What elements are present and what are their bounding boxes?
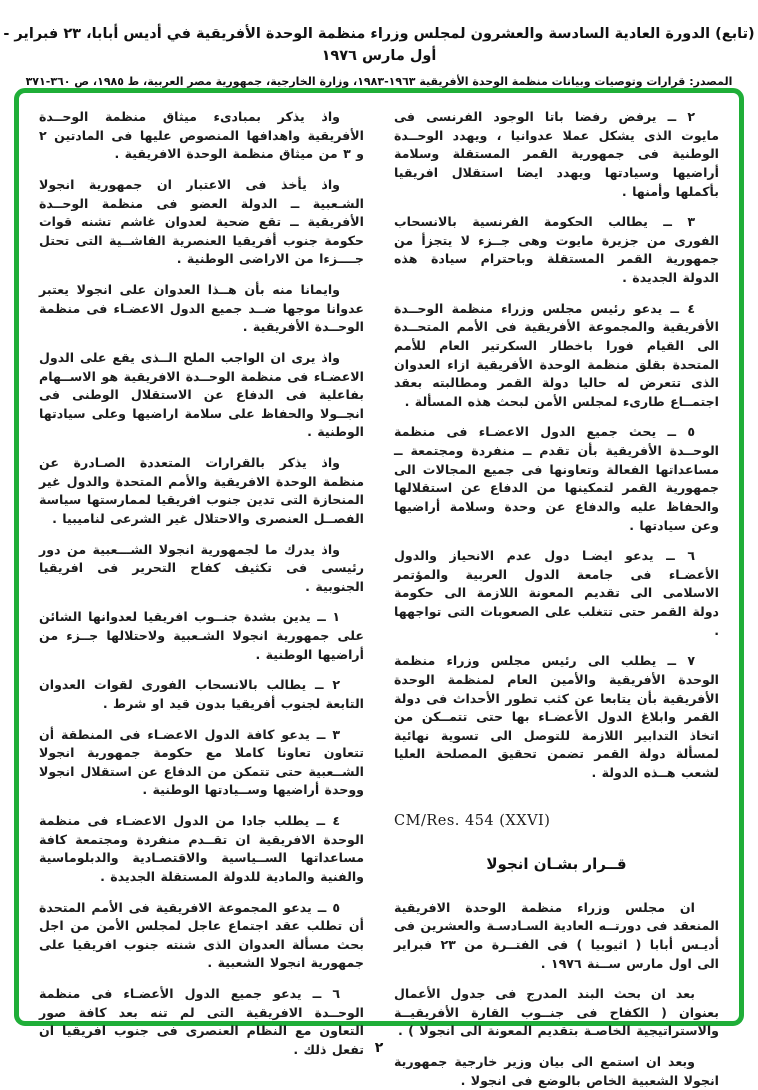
page-header [0,24,758,88]
paragraph: ٤ ــ يدعو رئيس مجلس وزراء منظمة الوحــدة الأفريقية والمجموعة الأفريقية فى الأمم المتحــدة الى القيام فورا باخطار السكرتير العام للأمم المتحدة بقلق منظمة الوحدة الأفريقية ازاء العدوان الذى تتعرض له حاليا دولة القمر ومطالبته بعقد اجتمــاع طارىء لمجلس الأمن لبحث هذه المسألة . [394,300,719,409]
paragraph: ٦ ــ يدعو ايضـا دول عدم الانحياز والدول الأعضـاء فى جامعة الدول العربية والمؤتمر الاسلامى الى تقديم المعونة اللازمة الى حكومة دولة القمر حتى تتغلب على الصعوبات التى تواجهها . [394,548,719,638]
paragraph: ٢ ــ يطالب بالانسحاب الفورى لقوات العدوان التابعة لجنوب أفريقيا بدون قيد او شرط . [39,677,364,711]
paragraph: واذ يدرك ما لجمهورية انجولا الشـــعبية من دور رئيسى فى تكثيف كفاح التحرير فى افريقيا الجنوبية . [39,541,364,594]
paragraph: واذ يرى ان الواجب الملح الــذى يقع على الدول الاعضـاء فى منظمة الوحــدة الافريقية هو الاســهام بفاعلية فى الدفاع عن الاستقلال الوطنى فى انجــولا والحفاظ على سلامة اراضيها وعلى سيادتها الوطنية . [39,349,364,440]
paragraph: ٦ ــ يدعو جميع الدول الأعضـاء فى منظمة الوحــدة الافريقية التى لم تنه بعد كافة صور التعاون مع النظام العنصرى فى جنوب افريقيا ان تفعل ذلك . [39,986,364,1057]
paragraph: ٣ ــ يطالب الحكومة الفرنسية بالانسحاب الفورى من جزيرة مايوت وهى جــزء لا يتجزأ من جمهورية القمر المستقلة وباحترام سيادة هذه الدولة الجديدة . [394,214,719,285]
paragraph: ان مجلس وزراء منظمة الوحدة الافريقية المنعقد فى دورتــه العادية السـادسـة والعشرين فى أديـس أبابا ( اثيوبيا ) فى الفتــرة من ٢٣ فبراير الى اول مارس ســنة ١٩٧٦ . [394,899,719,971]
paragraph: ٣ ــ يدعو كافة الدول الاعضـاء فى المنطقة أن تتعاون تعاونا كاملا مع حكومة جمهورية انجولا الشــعبية حتى تتمكن من الدفاع عن استقلال انجولا ووحدة أراضيها وســيادتها الوطنية . [39,726,364,798]
paragraph: وايمانا منه بأن هــذا العدوان على انجولا يعتبر عدوانا موجها ضــد جميع الدول الاعضـاء فى منظمة الوحــدة الأفريقية . [39,282,364,335]
paragraph: ٧ ــ يطلب الى رئيس مجلس وزراء منظمة الوحدة الأفريقية والأمين العام لمنظمة الوحدة الأفريقية بأن يتابعا عن كثب تطور الأحداث فى دولة القمر وابلاغ الدول الأعضـاء بها حتى تتمــكن من اتخاذ التدابير اللازمة للتوصل الى تسوية نهائية لمسألة دولة القمر تضمن تحقيق المصلحة العليا لشعب هــذه الدولة . [394,653,719,780]
resolution-code: CM/Res. 454 (XXVI) [394,812,551,829]
two-column-layout [19,93,739,1088]
document-frame [14,88,744,1088]
paragraph: ٢ ــ يرفض رفضا باتا الوجود الفرنسى فى مايوت الذى يشكل عملا عدوانيا ، ويهدد الوحــدة الوطنية فى جمهورية القمر المستقلة وسلامة أراضيها وسيادتها ويهدد ايضا استقلال افريقيا بأكملها وأمنها . [394,109,719,199]
paragraph: ٥ ــ يحث جميع الدول الاعضـاء فى منظمة الوحــدة الأفريقية بأن تقدم ــ منفردة ومجتمعة ــ مساعداتها الفعالة وتعاونها فى جميع المجالات الى جمهورية القمر لتمكينها من الدفاع عن استقلالها والحفاظ عليه والدفاع عن وحدة وسلامة أراضيها وعن سيادتها . [394,424,719,533]
paragraph: واذ يأخذ فى الاعتبار ان جمهورية انجولا الشـعبية ــ الدولة العضو فى منظمة الوحــدة الأفريقية ــ تقع ضحية لعدوان غاشم تشنه قوات حكومة جنوب أفريقيا العنصرية الفاشــية التى تحتل جــــزءا من الاراضى الوطنية . [39,176,364,267]
paragraph: ٤ ــ يطلب جادا من الدول الاعضـاء فى منظمة الوحدة الافريقية ان تقــدم منفردة ومجتمعة كافة مساعداتها الســياسية والاقتصـادية والدبلوماسية والفنية والمادية للدولة المستقلة الجديدة . [39,813,364,884]
page-number: ٢ [374,1040,384,1056]
header-source-line: المصدر: قرارات وتوصيات وبيانات منظمة الوحدة الأفريقية ١٩٦٣-١٩٨٣، وزارة الخارجية، جمهورية مصر العربية، ط ١٩٨٥، ص ٣٦٠-٣٧١ [25,74,733,88]
right-column [394,108,719,1088]
resolution-title: قــرار بشـان انجولا [486,854,627,873]
paragraph: واذ يذكر بمبادىء ميثاق منظمة الوحــدة الأفريقية واهدافها المنصوص عليها فى المادتين ٢ و ٣ من ميثاق منظمة الوحدة الافريقية . [39,109,364,162]
paragraph: بعد ان بحث البند المدرج فى جدول الأعمال بعنوان ( الكفاح فى جنــوب القارة الأفريقيــة والاستراتيجية الخاصـة بتقديم المعونة الى انجولا ) . [394,986,719,1039]
paragraph: وبعد ان استمع الى بيان وزير خارجية جمهورية انجولا الشعبية الخاص بالوضع فى انجولا . [394,1054,719,1088]
left-column [39,108,364,1057]
paragraph: واذ يذكر بالقرارات المتعددة الصـادرة عن منظمة الوحدة الافريقية والأمم المتحدة والدول غير المنحازة التى تدين جنوب افريقيا لممارستها سياسة الفصــل العنصرى والاحتلال غير الشرعى لناميبيا . [39,455,364,526]
paragraph: ٥ ــ يدعو المجموعة الافريقية فى الأمم المتحدة أن تطلب عقد اجتماع عاجل لمجلس الأمن من اجل بحث مسألة العدوان الذى شنته جنوب افريقيا على جمهورية انجولا الشعبية . [39,899,364,971]
paragraph: ١ ــ يدين بشدة جنــوب افريقيا لعدوانها الشائن على جمهورية انجولا الشـعبية ولاحتلالها جــزء من أراضيها الوطنية . [39,609,364,662]
header-session-line: (تابع) الدورة العادية السادسة والعشرون لمجلس وزراء منظمة الوحدة الأفريقية في أديس أبابا، ٢٣ فبراير - أول مارس ١٩٧٦ [3,26,755,64]
